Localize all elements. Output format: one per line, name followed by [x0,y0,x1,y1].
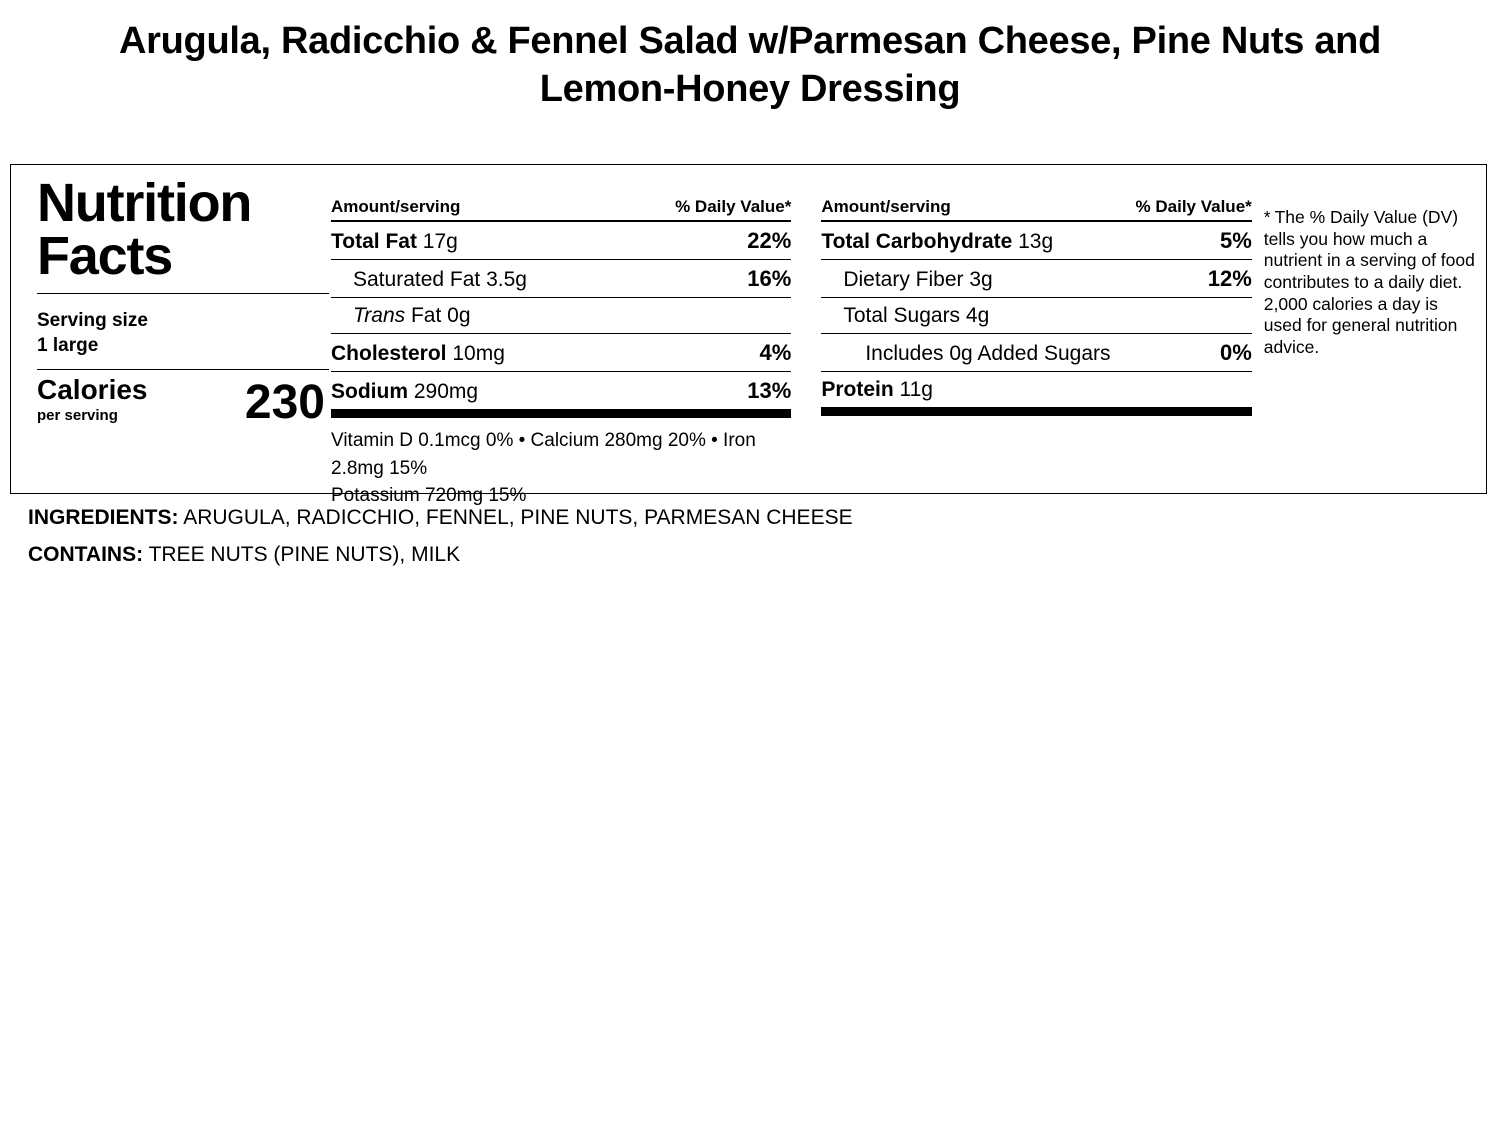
ingredients-text: ARUGULA, RADICCHIO, FENNEL, PINE NUTS, PARMESAN CHEESE [178,506,853,529]
micronutrients-block [331,418,791,510]
nutrient-column-2 [791,173,1251,493]
amount-per-serving-header-2: Amount/serving [821,197,951,216]
nutrition-summary-column [21,173,331,493]
divider-under-serving [37,369,329,370]
nutrition-facts-panel [10,164,1487,507]
serving-size-label: Serving size [37,309,148,331]
nutrition-facts-heading [37,173,331,286]
nutrient-name-bold: Total Carbohydrate [821,230,1013,253]
micronutrients-line-2: Potassium 720mg 15% [331,485,527,507]
nutrient-dv: 4% [759,340,792,365]
nutrient-name-rest: 290mg [408,380,479,403]
nutrient-name-rest: 13g [1012,230,1054,253]
daily-value-header-2: % Daily Value* [1135,197,1252,216]
nutrient-column-1-bottom-rule [331,409,791,418]
nutrient-dv: 12% [1207,266,1252,291]
contains-line [28,537,1468,574]
calories-value: 230 [244,375,325,429]
calories-label: Calories [37,374,148,406]
nutrient-dv: 22% [747,228,792,253]
nutrient-name-rest: Includes 0g Added Sugars [865,342,1111,365]
nutrient-row [821,334,1251,371]
nutrient-row [331,260,791,297]
nutrition-facts-heading-line1: Nutrition [37,173,252,233]
ingredients-label: INGREDIENTS: [28,506,179,529]
nutrient-row [331,222,791,259]
nutrient-name-rest: 17g [416,230,458,253]
nutrient-name-rest: Dietary Fiber 3g [843,268,993,291]
nutrient-column-2-bottom-rule [821,407,1251,416]
calories-per-serving-label: per serving [37,407,118,425]
ingredients-line [28,500,1468,537]
nutrient-name-rest: 10mg [446,342,505,365]
ingredients-block [28,500,1468,574]
divider-under-heading [37,293,329,294]
nutrient-name-bold: Total Fat [331,230,417,253]
footnote-text: The % Daily Value (DV) tells you how much a nutrient in a serving of food contributes to a daily diet. 2,000 calories a day is used for general nutrition advice. [1263,207,1475,358]
nutrient-row [331,298,791,333]
nutrient-row [821,222,1251,259]
footnote-asterisk: * [1263,207,1271,227]
nutrient-name-bold: Sodium [331,380,408,403]
nutrient-column-1 [331,173,792,507]
nutrient-name-rest: Saturated Fat 3.5g [353,268,527,291]
nutrient-name-bold: Cholesterol [331,342,447,365]
nutrient-name-rest: Total Sugars 4g [843,304,990,327]
micronutrients-line-1: Vitamin D 0.1mcg 0% • Calcium 280mg 20% • Iron 2.8mg 15% [331,430,756,479]
nutrition-facts-heading-line2: Facts [37,225,173,286]
serving-size-block [37,308,331,359]
nutrient-column-1-header [331,197,791,220]
nutrient-dv: 5% [1219,228,1252,253]
nutrient-dv: 16% [747,266,792,291]
nutrient-dv: 0% [1219,340,1252,365]
nutrient-row [821,298,1251,333]
calories-label-group [37,376,148,424]
page-title: Arugula, Radicchio & Fennel Salad w/Parmesan Cheese, Pine Nuts and Lemon-Honey Dressing [119,20,1381,110]
calories-row [37,374,333,429]
contains-label: CONTAINS: [28,542,144,566]
nutrient-row [331,372,791,409]
daily-value-footnote [1252,173,1476,493]
nutrient-column-2-header [821,197,1251,220]
nutrient-name-bold: Trans [353,304,406,327]
serving-size-value: 1 large [37,335,99,357]
nutrient-row [821,260,1251,297]
nutrient-name-rest: 11g [893,378,933,401]
amount-per-serving-header-1: Amount/serving [331,197,461,216]
nutrient-name-rest: Fat 0g [405,304,471,327]
nutrient-name-bold: Protein [821,378,894,401]
daily-value-header-1: % Daily Value* [675,197,792,216]
nutrient-row [331,334,791,371]
nutrient-dv: 13% [747,378,792,403]
contains-text: TREE NUTS (PINE NUTS), MILK [143,542,461,566]
nutrient-row [821,372,1251,407]
